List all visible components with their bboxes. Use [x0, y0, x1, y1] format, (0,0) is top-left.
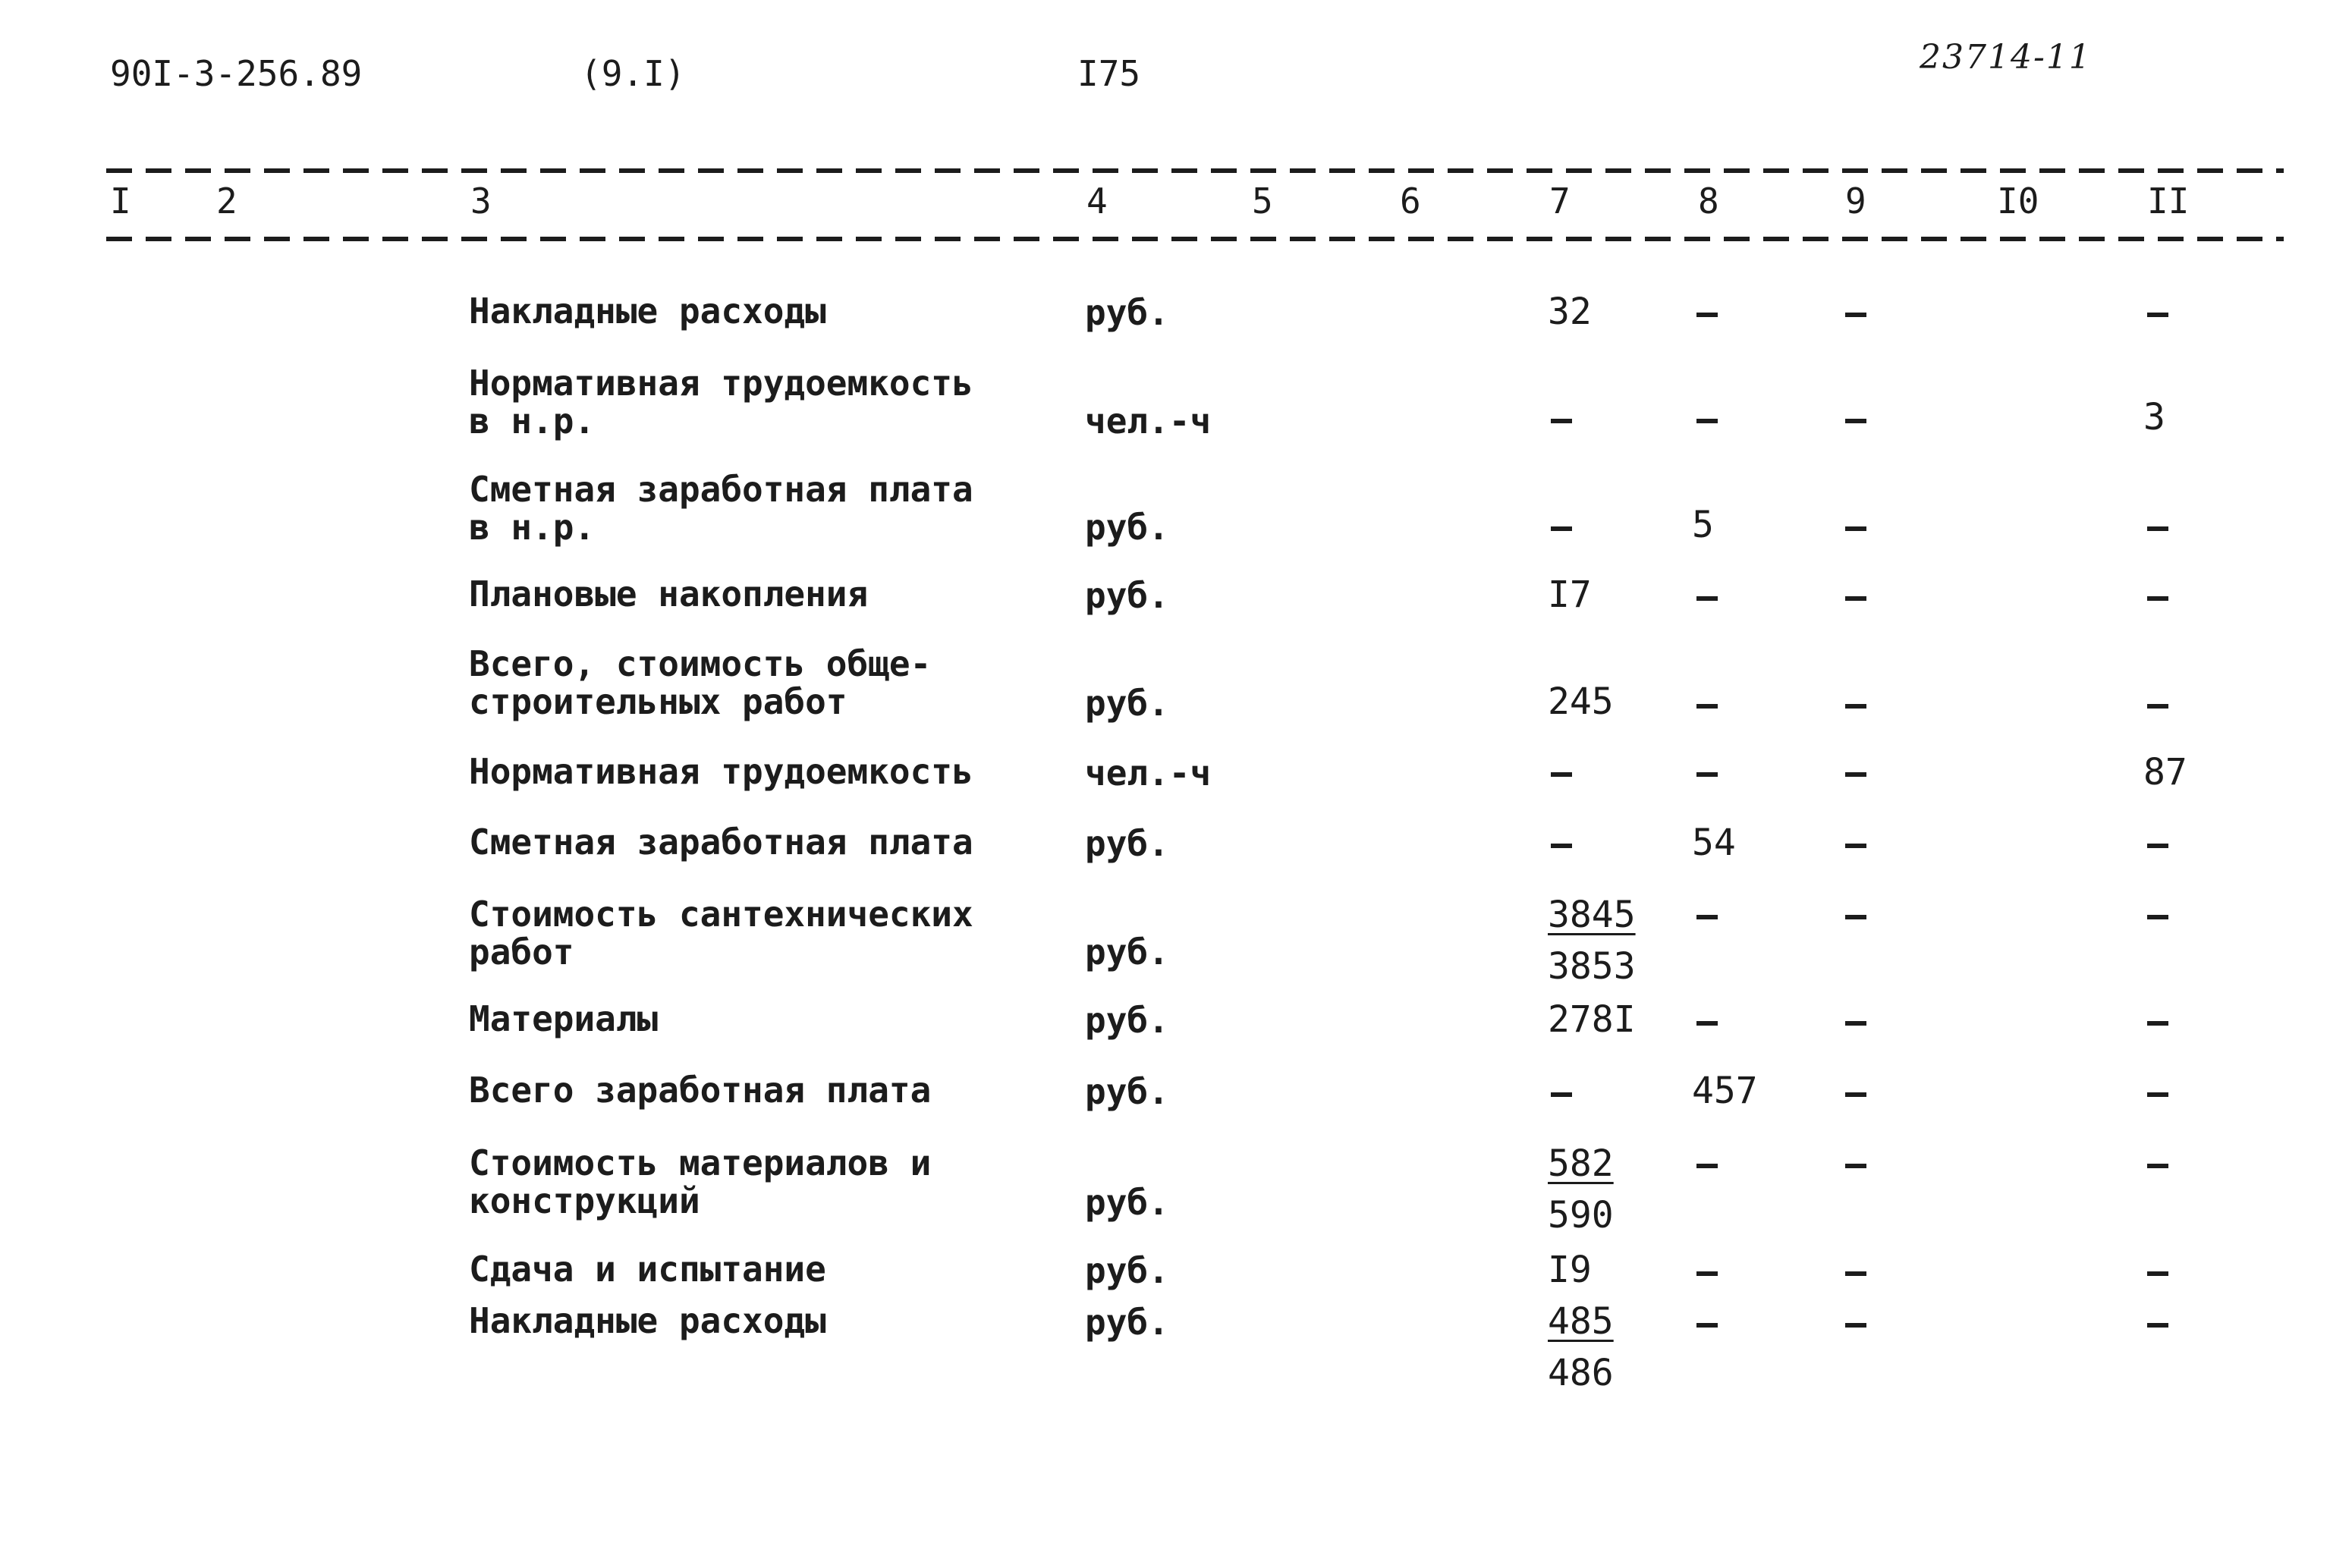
row-name: Материалы	[469, 998, 659, 1039]
row-name: Сдача и испытание	[469, 1249, 826, 1290]
dash-col8	[1696, 419, 1718, 423]
header-top-rule	[106, 168, 2284, 173]
dash-col8	[1696, 313, 1718, 317]
dash-col8	[1696, 596, 1718, 601]
row-unit: руб.	[1085, 1182, 1169, 1223]
dash-col11	[2147, 526, 2168, 531]
row-value-col7: 582	[1548, 1142, 1614, 1185]
dash-col11	[2147, 1164, 2168, 1168]
dash-col8	[1696, 1164, 1718, 1168]
dash-col11	[2147, 596, 2168, 601]
dash-col11	[2147, 1092, 2168, 1097]
row-unit: руб.	[1085, 1250, 1169, 1291]
row-unit: руб.	[1085, 1000, 1169, 1041]
dash-col8	[1696, 1323, 1718, 1328]
handwritten-reference: 23714-11	[1920, 38, 2092, 77]
row-name: Сметная заработная плата в н.р.	[469, 469, 973, 548]
row-value-col11: 87	[2143, 751, 2187, 793]
page-number: I75	[1077, 53, 1141, 94]
row-unit: руб.	[1085, 507, 1169, 548]
dash-col7	[1551, 844, 1572, 848]
dash-col7	[1551, 419, 1572, 423]
row-value-col7-below: 3853	[1548, 945, 1636, 988]
dash-col8	[1696, 1021, 1718, 1026]
header-bottom-rule	[106, 237, 2284, 241]
dash-col9	[1845, 704, 1866, 709]
column-header-7: 7	[1549, 181, 1571, 222]
column-header-3: 3	[470, 181, 492, 222]
dash-col11	[2147, 915, 2168, 919]
row-name: Всего, стоимость обще- строительных работ	[469, 643, 932, 722]
row-unit: руб.	[1085, 292, 1169, 333]
dash-col11	[2147, 704, 2168, 709]
row-value-col8: 457	[1692, 1070, 1758, 1112]
dash-col8	[1696, 915, 1718, 919]
dash-col9	[1845, 313, 1866, 317]
section-number: (9.I)	[580, 53, 686, 94]
row-value-col7: I7	[1548, 573, 1592, 616]
dash-col11	[2147, 1021, 2168, 1026]
column-header-4: 4	[1086, 181, 1108, 222]
row-value-col11: 3	[2143, 396, 2165, 438]
row-value-col7-below: 486	[1548, 1352, 1614, 1394]
row-unit: руб.	[1085, 932, 1169, 973]
dash-col9	[1845, 1323, 1866, 1328]
document-code: 90I-3-256.89	[110, 53, 363, 94]
row-unit: руб.	[1085, 823, 1169, 864]
dash-col11	[2147, 1323, 2168, 1328]
row-value-col7: 32	[1548, 291, 1592, 333]
row-value-col7: 278I	[1548, 998, 1636, 1041]
dash-col8	[1696, 772, 1718, 777]
dash-col9	[1845, 596, 1866, 601]
dash-col7	[1551, 1092, 1572, 1097]
column-header-5: 5	[1252, 181, 1273, 222]
row-value-col7-below: 590	[1548, 1194, 1614, 1236]
row-name: Стоимость сантехнических работ	[469, 894, 973, 973]
dash-col8	[1696, 704, 1718, 709]
column-header-1: I	[110, 181, 131, 222]
row-name: Накладные расходы	[469, 291, 826, 332]
row-value-col7: 245	[1548, 680, 1614, 723]
row-value-col7: 3845	[1548, 894, 1636, 936]
dash-col11	[2147, 844, 2168, 848]
row-value-col7: 485	[1548, 1300, 1614, 1343]
dash-col9	[1845, 844, 1866, 848]
row-value-col7: I9	[1548, 1249, 1592, 1291]
dash-col9	[1845, 1092, 1866, 1097]
row-name: Плановые накопления	[469, 573, 869, 614]
column-header-8: 8	[1698, 181, 1719, 222]
row-unit: чел.-ч	[1085, 401, 1212, 441]
dash-col9	[1845, 1021, 1866, 1026]
dash-col9	[1845, 915, 1866, 919]
dash-col9	[1845, 1271, 1866, 1276]
dash-col9	[1845, 772, 1866, 777]
row-value-col8: 54	[1692, 822, 1736, 864]
dash-col11	[2147, 1271, 2168, 1276]
row-unit: руб.	[1085, 1071, 1169, 1112]
column-header-9: 9	[1845, 181, 1866, 222]
dash-col9	[1845, 526, 1866, 531]
row-name: Нормативная трудоемкость в н.р.	[469, 363, 973, 441]
dash-col8	[1696, 1271, 1718, 1276]
row-name: Сметная заработная плата	[469, 822, 973, 863]
row-unit: руб.	[1085, 1302, 1169, 1343]
row-value-col8: 5	[1692, 504, 1714, 546]
row-unit: чел.-ч	[1085, 753, 1212, 793]
row-name: Всего заработная плата	[469, 1070, 932, 1111]
dash-col9	[1845, 1164, 1866, 1168]
dash-col9	[1845, 419, 1866, 423]
row-unit: руб.	[1085, 683, 1169, 724]
column-header-6: 6	[1400, 181, 1421, 222]
row-name: Нормативная трудоемкость	[469, 751, 973, 792]
row-unit: руб.	[1085, 575, 1169, 616]
dash-col7	[1551, 772, 1572, 777]
column-header-2: 2	[216, 181, 237, 222]
row-name: Накладные расходы	[469, 1300, 826, 1341]
column-header-10: I0	[1997, 181, 2039, 222]
column-header-11: II	[2147, 181, 2190, 222]
dash-col7	[1551, 526, 1572, 531]
dash-col11	[2147, 313, 2168, 317]
row-name: Стоимость материалов и конструкций	[469, 1142, 932, 1221]
